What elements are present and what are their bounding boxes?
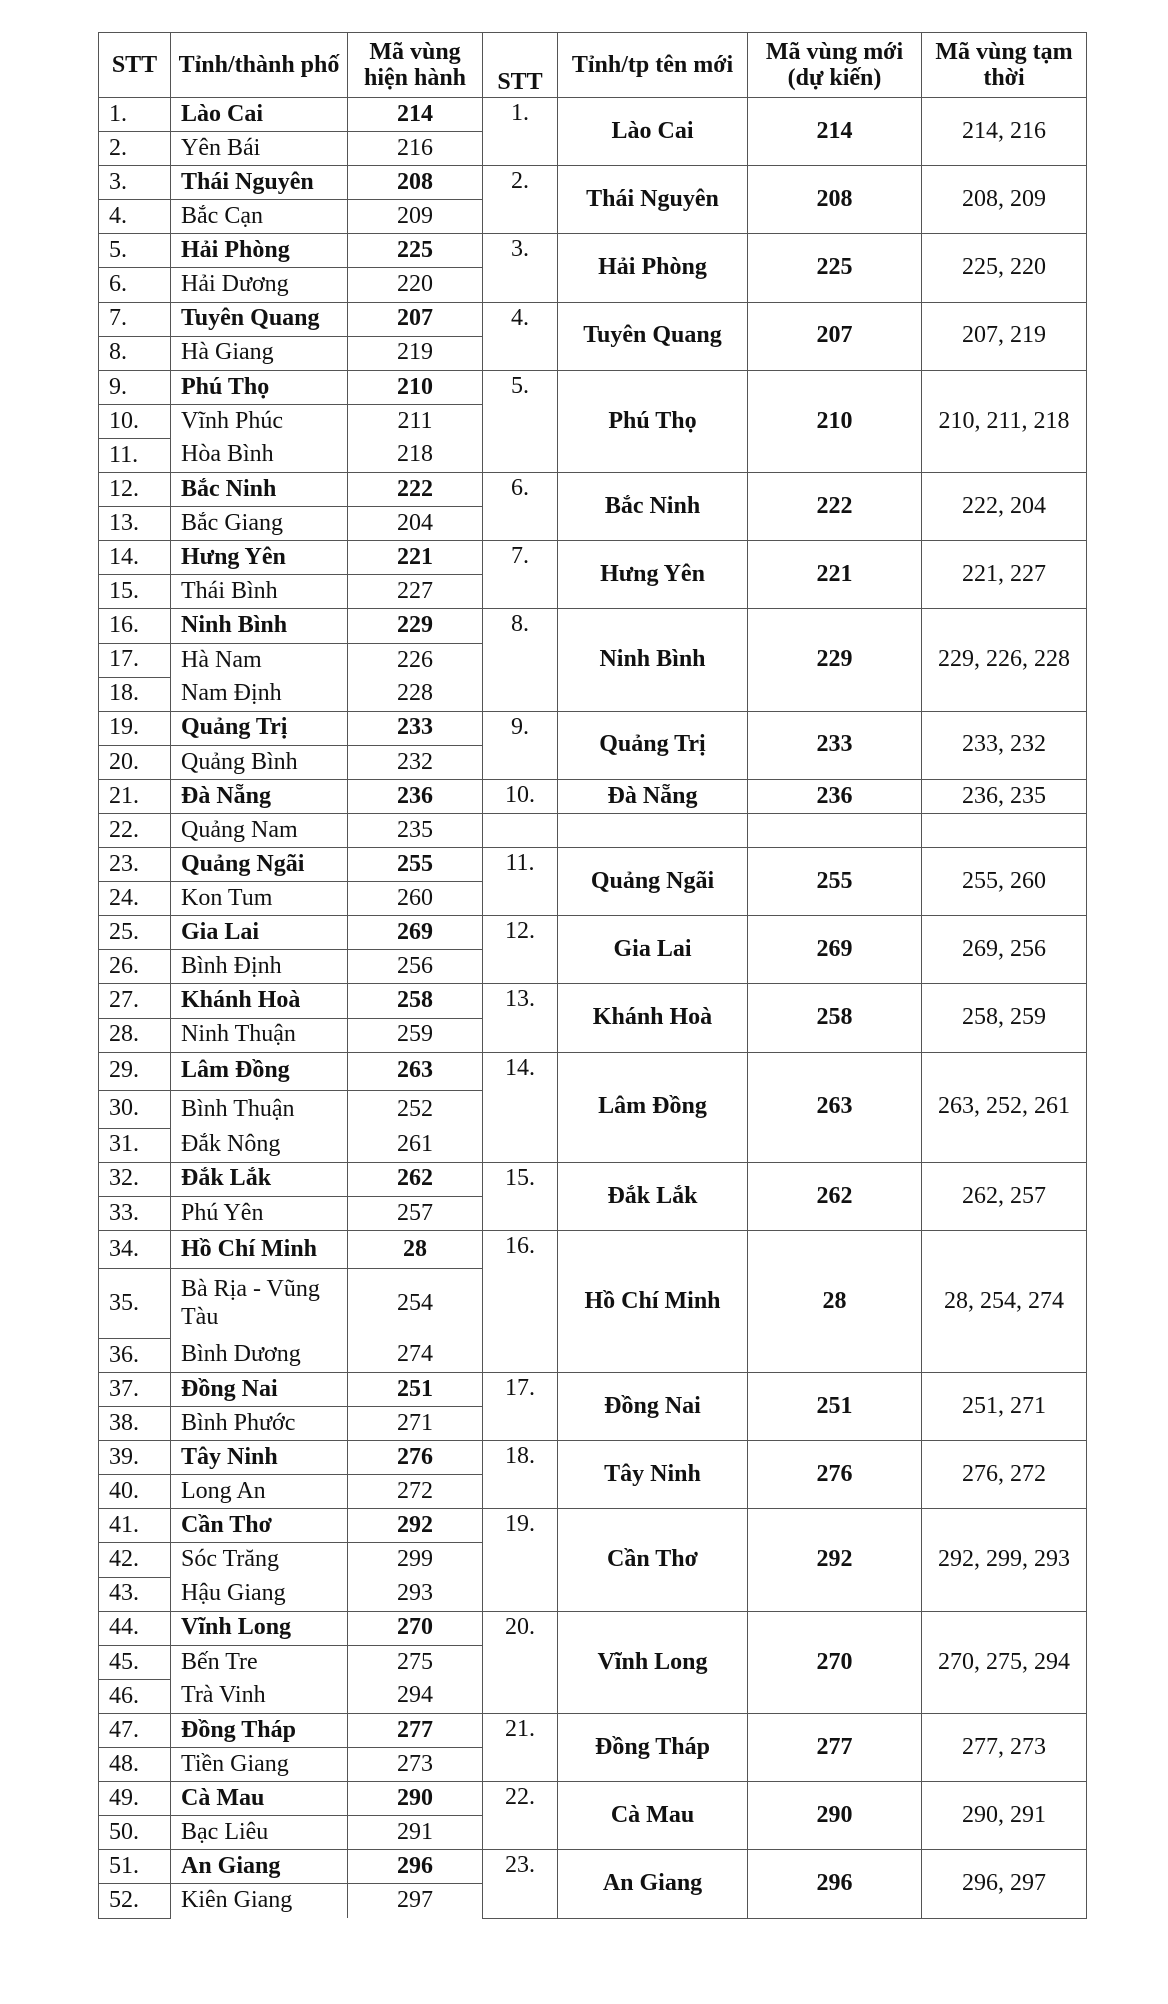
old-stt: 50. <box>99 1816 171 1850</box>
old-area-code: 229 <box>348 609 483 643</box>
table-row <box>99 813 1087 847</box>
temp-area-code: 236, 235 <box>922 779 1087 813</box>
old-area-code: 271 <box>348 1407 483 1441</box>
old-area-code: 216 <box>348 132 483 166</box>
old-province-name: Hà Nam <box>171 643 348 677</box>
new-stt: 10. <box>483 779 558 813</box>
old-province-name: Hải Phòng <box>171 234 348 268</box>
area-code-table <box>98 32 1087 1919</box>
old-area-code: 270 <box>348 1611 483 1645</box>
new-stt: 19. <box>483 1509 558 1611</box>
old-area-code: 251 <box>348 1373 483 1407</box>
old-stt: 8. <box>99 336 171 370</box>
table-row <box>99 984 1087 1018</box>
temp-area-code: 276, 272 <box>922 1441 1087 1509</box>
new-stt: 20. <box>483 1611 558 1713</box>
table-row <box>99 1373 1087 1407</box>
new-province-name: Đắk Lắk <box>558 1162 748 1230</box>
old-area-code: 257 <box>348 1196 483 1230</box>
table-row <box>99 1850 1087 1884</box>
old-province-name: Khánh Hoà <box>171 984 348 1018</box>
old-area-code: 210 <box>348 370 483 404</box>
old-stt: 1. <box>99 98 171 132</box>
old-area-code: 297 <box>348 1884 483 1918</box>
old-stt: 17. <box>99 643 171 677</box>
old-stt: 35. <box>99 1268 171 1338</box>
old-area-code: 255 <box>348 848 483 882</box>
old-stt: 48. <box>99 1748 171 1782</box>
blank-cell <box>922 813 1087 847</box>
old-area-code: 273 <box>348 1748 483 1782</box>
new-province-name: Gia Lai <box>558 916 748 984</box>
old-province-name: Hồ Chí Minh <box>171 1230 348 1268</box>
new-province-name: Đồng Nai <box>558 1373 748 1441</box>
old-province-name: Ninh Thuận <box>171 1018 348 1052</box>
temp-area-code: 269, 256 <box>922 916 1087 984</box>
old-area-code: 276 <box>348 1441 483 1475</box>
old-province-name: Vĩnh Phúc <box>171 404 348 438</box>
old-province-name: Bắc Ninh <box>171 473 348 507</box>
new-province-name: Tuyên Quang <box>558 302 748 370</box>
new-stt: 15. <box>483 1162 558 1230</box>
old-province-name: Đắk Lắk <box>171 1162 348 1196</box>
old-area-code: 208 <box>348 166 483 200</box>
old-province-name: Quảng Bình <box>171 745 348 779</box>
new-area-code: 210 <box>748 370 922 472</box>
new-stt: 22. <box>483 1782 558 1850</box>
old-area-code: 221 <box>348 541 483 575</box>
table-row <box>99 234 1087 268</box>
temp-area-code: 262, 257 <box>922 1162 1087 1230</box>
table-row <box>99 1230 1087 1268</box>
new-stt: 23. <box>483 1850 558 1918</box>
old-area-code: 235 <box>348 813 483 847</box>
new-area-code: 28 <box>748 1230 922 1372</box>
old-area-code: 220 <box>348 268 483 302</box>
new-area-code: 207 <box>748 302 922 370</box>
new-stt: 13. <box>483 984 558 1052</box>
old-province-name: Bà Rịa - Vũng Tàu <box>171 1268 348 1338</box>
old-stt: 43. <box>99 1577 171 1611</box>
table-row <box>99 711 1087 745</box>
old-area-code: 299 <box>348 1543 483 1577</box>
new-province-name: Quảng Trị <box>558 711 748 779</box>
new-province-name: Lào Cai <box>558 98 748 166</box>
temp-area-code: 255, 260 <box>922 848 1087 916</box>
table-row <box>99 541 1087 575</box>
old-province-name: Sóc Trăng <box>171 1543 348 1577</box>
old-stt: 30. <box>99 1090 171 1128</box>
new-area-code: 214 <box>748 98 922 166</box>
new-stt: 6. <box>483 473 558 541</box>
temp-area-code: 233, 232 <box>922 711 1087 779</box>
old-province-name: Quảng Ngãi <box>171 848 348 882</box>
old-area-code: 290 <box>348 1782 483 1816</box>
new-area-code: 208 <box>748 166 922 234</box>
new-province-name: Hải Phòng <box>558 234 748 302</box>
old-province-name: Cần Thơ <box>171 1509 348 1543</box>
old-province-name: Đắk Nông <box>171 1128 348 1162</box>
old-province-name: Hòa Bình <box>171 438 348 472</box>
old-province-name: Bình Định <box>171 950 348 984</box>
new-stt: 14. <box>483 1052 558 1162</box>
old-area-code: 296 <box>348 1850 483 1884</box>
header-current-code: Mã vùng hiện hành <box>348 33 483 98</box>
temp-area-code: 208, 209 <box>922 166 1087 234</box>
temp-area-code: 277, 273 <box>922 1713 1087 1781</box>
old-province-name: Bắc Cạn <box>171 200 348 234</box>
old-stt: 20. <box>99 745 171 779</box>
header-temp-code: Mã vùng tạm thời <box>922 33 1087 98</box>
new-province-name: An Giang <box>558 1850 748 1918</box>
old-stt: 2. <box>99 132 171 166</box>
table-row <box>99 370 1087 404</box>
old-stt: 4. <box>99 200 171 234</box>
new-province-name: Lâm Đồng <box>558 1052 748 1162</box>
old-stt: 47. <box>99 1713 171 1747</box>
old-stt: 21. <box>99 779 171 813</box>
old-stt: 10. <box>99 404 171 438</box>
new-area-code: 236 <box>748 779 922 813</box>
new-province-name: Vĩnh Long <box>558 1611 748 1713</box>
old-area-code: 272 <box>348 1475 483 1509</box>
blank-cell <box>748 813 922 847</box>
new-province-name: Bắc Ninh <box>558 473 748 541</box>
temp-area-code: 251, 271 <box>922 1373 1087 1441</box>
old-province-name: Quảng Nam <box>171 813 348 847</box>
table-row <box>99 1509 1087 1543</box>
old-province-name: Hải Dương <box>171 268 348 302</box>
old-area-code: 258 <box>348 984 483 1018</box>
old-area-code: 294 <box>348 1679 483 1713</box>
table-row <box>99 1052 1087 1090</box>
old-area-code: 269 <box>348 916 483 950</box>
table-row <box>99 1441 1087 1475</box>
old-stt: 19. <box>99 711 171 745</box>
old-area-code: 262 <box>348 1162 483 1196</box>
new-area-code: 262 <box>748 1162 922 1230</box>
new-stt: 11. <box>483 848 558 916</box>
new-stt: 2. <box>483 166 558 234</box>
old-stt: 28. <box>99 1018 171 1052</box>
old-stt: 16. <box>99 609 171 643</box>
old-stt: 46. <box>99 1679 171 1713</box>
old-area-code: 256 <box>348 950 483 984</box>
old-stt: 39. <box>99 1441 171 1475</box>
old-area-code: 277 <box>348 1713 483 1747</box>
new-province-name: Đồng Tháp <box>558 1713 748 1781</box>
header-stt-new: STT <box>483 33 558 98</box>
old-stt: 34. <box>99 1230 171 1268</box>
old-area-code: 219 <box>348 336 483 370</box>
old-stt: 51. <box>99 1850 171 1884</box>
old-province-name: Tiền Giang <box>171 1748 348 1782</box>
old-province-name: An Giang <box>171 1850 348 1884</box>
old-stt: 5. <box>99 234 171 268</box>
new-area-code: 251 <box>748 1373 922 1441</box>
temp-area-code: 296, 297 <box>922 1850 1087 1918</box>
new-area-code: 290 <box>748 1782 922 1850</box>
old-area-code: 263 <box>348 1052 483 1090</box>
temp-area-code: 229, 226, 228 <box>922 609 1087 711</box>
old-stt: 15. <box>99 575 171 609</box>
new-province-name: Hồ Chí Minh <box>558 1230 748 1372</box>
old-province-name: Bến Tre <box>171 1645 348 1679</box>
table-row <box>99 1782 1087 1816</box>
old-province-name: Vĩnh Long <box>171 1611 348 1645</box>
old-province-name: Phú Thọ <box>171 370 348 404</box>
blank-cell <box>483 813 558 847</box>
header-province-city: Tỉnh/thành phố <box>171 33 348 98</box>
old-province-name: Đồng Nai <box>171 1373 348 1407</box>
temp-area-code: 290, 291 <box>922 1782 1087 1850</box>
new-province-name: Thái Nguyên <box>558 166 748 234</box>
blank-cell <box>558 813 748 847</box>
new-stt: 9. <box>483 711 558 779</box>
old-area-code: 291 <box>348 1816 483 1850</box>
new-area-code: 225 <box>748 234 922 302</box>
old-area-code: 227 <box>348 575 483 609</box>
temp-area-code: 225, 220 <box>922 234 1087 302</box>
new-stt: 12. <box>483 916 558 984</box>
new-province-name: Cà Mau <box>558 1782 748 1850</box>
new-area-code: 277 <box>748 1713 922 1781</box>
old-area-code: 275 <box>348 1645 483 1679</box>
header-new-code: Mã vùng mới (dự kiến) <box>748 33 922 98</box>
old-province-name: Bạc Liêu <box>171 1816 348 1850</box>
temp-area-code: 258, 259 <box>922 984 1087 1052</box>
old-stt: 6. <box>99 268 171 302</box>
old-province-name: Quảng Trị <box>171 711 348 745</box>
new-area-code: 258 <box>748 984 922 1052</box>
old-stt: 45. <box>99 1645 171 1679</box>
old-stt: 9. <box>99 370 171 404</box>
new-stt: 3. <box>483 234 558 302</box>
table-row <box>99 473 1087 507</box>
temp-area-code: 207, 219 <box>922 302 1087 370</box>
new-stt: 18. <box>483 1441 558 1509</box>
old-area-code: 28 <box>348 1230 483 1268</box>
header-row <box>99 33 1087 98</box>
new-area-code: 292 <box>748 1509 922 1611</box>
old-stt: 13. <box>99 507 171 541</box>
old-stt: 52. <box>99 1884 171 1918</box>
new-province-name: Tây Ninh <box>558 1441 748 1509</box>
old-province-name: Gia Lai <box>171 916 348 950</box>
old-province-name: Tây Ninh <box>171 1441 348 1475</box>
old-area-code: 232 <box>348 745 483 779</box>
temp-area-code: 292, 299, 293 <box>922 1509 1087 1611</box>
old-area-code: 209 <box>348 200 483 234</box>
old-province-name: Thái Nguyên <box>171 166 348 200</box>
old-stt: 22. <box>99 813 171 847</box>
old-stt: 3. <box>99 166 171 200</box>
table-row <box>99 1611 1087 1645</box>
new-area-code: 229 <box>748 609 922 711</box>
header-new-name: Tỉnh/tp tên mới <box>558 33 748 98</box>
old-province-name: Đà Nẵng <box>171 779 348 813</box>
new-stt: 17. <box>483 1373 558 1441</box>
table-row <box>99 1713 1087 1747</box>
new-stt: 8. <box>483 609 558 711</box>
table-row <box>99 848 1087 882</box>
new-stt: 1. <box>483 98 558 166</box>
old-area-code: 274 <box>348 1338 483 1372</box>
temp-area-code: 221, 227 <box>922 541 1087 609</box>
temp-area-code: 263, 252, 261 <box>922 1052 1087 1162</box>
new-area-code: 263 <box>748 1052 922 1162</box>
table-row <box>99 916 1087 950</box>
new-stt: 5. <box>483 370 558 472</box>
table-row <box>99 98 1087 132</box>
old-area-code: 233 <box>348 711 483 745</box>
old-province-name: Cà Mau <box>171 1782 348 1816</box>
old-stt: 38. <box>99 1407 171 1441</box>
old-stt: 33. <box>99 1196 171 1230</box>
old-province-name: Bình Phước <box>171 1407 348 1441</box>
old-stt: 44. <box>99 1611 171 1645</box>
old-province-name: Long An <box>171 1475 348 1509</box>
old-province-name: Hưng Yên <box>171 541 348 575</box>
new-stt: 4. <box>483 302 558 370</box>
old-province-name: Bình Thuận <box>171 1090 348 1128</box>
old-stt: 24. <box>99 882 171 916</box>
new-area-code: 222 <box>748 473 922 541</box>
temp-area-code: 210, 211, 218 <box>922 370 1087 472</box>
old-stt: 12. <box>99 473 171 507</box>
new-province-name: Phú Thọ <box>558 370 748 472</box>
old-area-code: 259 <box>348 1018 483 1052</box>
new-province-name: Ninh Bình <box>558 609 748 711</box>
old-province-name: Kiên Giang <box>171 1884 348 1918</box>
old-area-code: 211 <box>348 404 483 438</box>
old-area-code: 214 <box>348 98 483 132</box>
old-stt: 14. <box>99 541 171 575</box>
table-body <box>99 98 1087 1919</box>
old-province-name: Phú Yên <box>171 1196 348 1230</box>
old-province-name: Ninh Bình <box>171 609 348 643</box>
old-stt: 36. <box>99 1338 171 1372</box>
new-stt: 16. <box>483 1230 558 1372</box>
old-province-name: Bắc Giang <box>171 507 348 541</box>
old-province-name: Kon Tum <box>171 882 348 916</box>
old-stt: 29. <box>99 1052 171 1090</box>
old-area-code: 228 <box>348 677 483 711</box>
old-province-name: Bình Dương <box>171 1338 348 1372</box>
old-area-code: 252 <box>348 1090 483 1128</box>
new-province-name: Cần Thơ <box>558 1509 748 1611</box>
table-row <box>99 1162 1087 1196</box>
old-area-code: 225 <box>348 234 483 268</box>
temp-area-code: 214, 216 <box>922 98 1087 166</box>
old-province-name: Trà Vinh <box>171 1679 348 1713</box>
old-area-code: 207 <box>348 302 483 336</box>
new-area-code: 233 <box>748 711 922 779</box>
table-row <box>99 302 1087 336</box>
table-row <box>99 166 1087 200</box>
old-province-name: Lâm Đồng <box>171 1052 348 1090</box>
old-province-name: Lào Cai <box>171 98 348 132</box>
new-area-code: 255 <box>748 848 922 916</box>
new-stt: 7. <box>483 541 558 609</box>
table-row <box>99 779 1087 813</box>
old-province-name: Đồng Tháp <box>171 1713 348 1747</box>
header-stt: STT <box>99 33 171 98</box>
old-area-code: 260 <box>348 882 483 916</box>
new-province-name: Khánh Hoà <box>558 984 748 1052</box>
temp-area-code: 222, 204 <box>922 473 1087 541</box>
table-row <box>99 609 1087 643</box>
old-area-code: 226 <box>348 643 483 677</box>
old-stt: 32. <box>99 1162 171 1196</box>
old-area-code: 236 <box>348 779 483 813</box>
new-area-code: 296 <box>748 1850 922 1918</box>
old-stt: 26. <box>99 950 171 984</box>
old-province-name: Nam Định <box>171 677 348 711</box>
old-area-code: 292 <box>348 1509 483 1543</box>
new-province-name: Hưng Yên <box>558 541 748 609</box>
new-stt: 21. <box>483 1713 558 1781</box>
temp-area-code: 28, 254, 274 <box>922 1230 1087 1372</box>
old-area-code: 254 <box>348 1268 483 1338</box>
old-area-code: 261 <box>348 1128 483 1162</box>
old-province-name: Hậu Giang <box>171 1577 348 1611</box>
old-stt: 49. <box>99 1782 171 1816</box>
old-stt: 31. <box>99 1128 171 1162</box>
new-province-name: Quảng Ngãi <box>558 848 748 916</box>
new-area-code: 270 <box>748 1611 922 1713</box>
old-area-code: 293 <box>348 1577 483 1611</box>
new-province-name: Đà Nẵng <box>558 779 748 813</box>
old-province-name: Thái Bình <box>171 575 348 609</box>
new-area-code: 269 <box>748 916 922 984</box>
old-area-code: 218 <box>348 438 483 472</box>
old-province-name: Tuyên Quang <box>171 302 348 336</box>
old-stt: 18. <box>99 677 171 711</box>
old-stt: 23. <box>99 848 171 882</box>
old-province-name: Yên Bái <box>171 132 348 166</box>
new-area-code: 276 <box>748 1441 922 1509</box>
new-area-code: 221 <box>748 541 922 609</box>
old-area-code: 204 <box>348 507 483 541</box>
old-stt: 25. <box>99 916 171 950</box>
old-stt: 27. <box>99 984 171 1018</box>
old-stt: 41. <box>99 1509 171 1543</box>
old-stt: 42. <box>99 1543 171 1577</box>
old-stt: 40. <box>99 1475 171 1509</box>
old-stt: 11. <box>99 438 171 472</box>
temp-area-code: 270, 275, 294 <box>922 1611 1087 1713</box>
old-area-code: 222 <box>348 473 483 507</box>
old-province-name: Hà Giang <box>171 336 348 370</box>
old-stt: 37. <box>99 1373 171 1407</box>
old-stt: 7. <box>99 302 171 336</box>
